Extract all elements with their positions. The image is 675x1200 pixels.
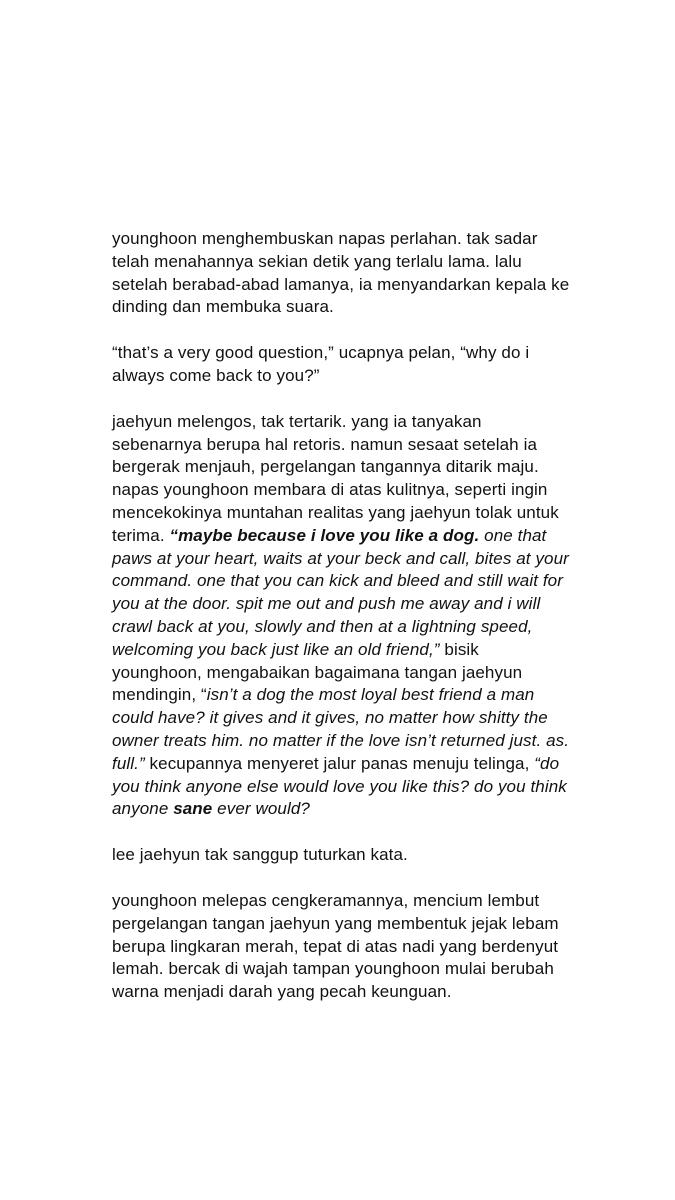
narration-segment: jaehyun melengos, tak tertarik. yang ia tanyakan sebenarnya berupa hal retoris. namun sesaat setelah ia bergerak menjauh, pergelangan tangannya ditarik maju. napas younghoon membara di atas kulitnya, seperti ingin mencekokinya muntahan realitas yang jaehyun tolak untuk terima. xyxy=(112,411,559,545)
narration-segment: kecupannya menyeret jalur panas menuju telinga, xyxy=(144,753,535,773)
story-text xyxy=(112,228,572,1027)
italic-dialogue: “do you think anyone else would love you like this? do you think anyone xyxy=(112,753,567,819)
italic-dialogue: ever would? xyxy=(212,799,310,819)
paragraph-4: lee jaehyun tak sanggup tuturkan kata. xyxy=(112,845,408,865)
emphasized-dialogue: “maybe because i love you like a dog. xyxy=(169,525,480,545)
italic-dialogue: one that paws at your heart, waits at your beck and call, bites at your command. one that you can kick and bleed and still wait for you at the door. spit me out and push me away and i will crawl back at you, slowly and then at a lightning speed, welcoming you back just like an old friend,” xyxy=(112,525,569,659)
italic-dialogue: isn’t a dog the most loyal best friend a man could have? it gives and it gives, no matter how shitty the owner treats him. no matter if the love isn’t returned just. as. full.” xyxy=(112,685,570,773)
emphasized-word: sane xyxy=(173,799,213,819)
narration-segment: bisik younghoon, mengabaikan bagaimana tangan jaehyun mendingin, “ xyxy=(112,639,523,705)
paragraph-2: “that’s a very good question,” ucapnya pelan, “why do i always come back to you?” xyxy=(112,343,530,385)
paragraph-1: younghoon menghembuskan napas perlahan. tak sadar telah menahannya sekian detik yang terlalu lama. lalu setelah berabad-abad lamanya, ia menyandarkan kepala ke dinding dan membuka suara. xyxy=(112,229,570,317)
paragraph-3 xyxy=(112,411,572,821)
paragraph-5: younghoon melepas cengkeramannya, mencium lembut pergelangan tangan jaehyun yang membentuk jejak lebam berupa lingkaran merah, tepat di atas nadi yang berdenyut lemah. bercak di wajah tampan younghoon mulai berubah warna menjadi darah yang pecah keunguan. xyxy=(112,890,559,1002)
